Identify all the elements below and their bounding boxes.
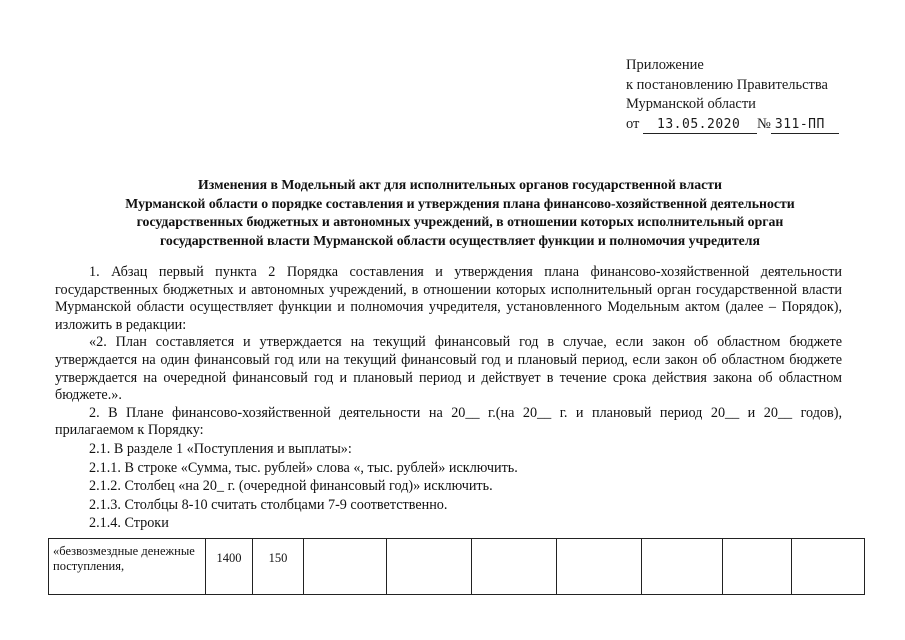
table-cell [387,539,472,595]
title-line-3: государственных бюджетных и автономных учреждений, в отношении которых исполнительный орган [136,214,784,229]
appendix-date-line [626,115,839,135]
table-cell [792,539,865,595]
row-kbk-cell: 150 [253,539,304,595]
item-2-1-2: 2.1.2. Столбец «на 20_ г. (очередной финансовый год)» исключить. [89,478,493,495]
document-body [55,264,842,533]
table-cell [304,539,387,595]
title-line-4: государственной власти Мурманской области осуществляет функции и полномочия учредителя [160,232,760,248]
item-2-1-4: 2.1.4. Строки [89,515,169,532]
item-2-1: 2.1. В разделе 1 «Поступления и выплаты»: [89,440,352,457]
appendix-title: Приложение [626,57,704,73]
table-cell [557,539,642,595]
table-row [49,539,865,595]
paragraph-1: 1. Абзац первый пункта 2 Порядка составления и утверждения плана финансово-хозяйственной деятельности государственных бюджетных и автономных учреждений, в отношении которых исполнительный орган государственной власти Мурманской области осуществляет функции и полномочия учредителя, установленного Модельным актом (далее – Порядок), изложить в редакции: [55,264,842,333]
appendix-region: Мурманской области [626,96,756,112]
appendix-block [626,56,839,134]
document-title [60,176,860,250]
table-cell [723,539,792,595]
from-label: от [626,115,640,132]
row-code-cell: 1400 [206,539,253,595]
appendix-decree-ref: к постановлению Правительства [626,76,828,93]
table-cell [472,539,557,595]
paragraph-3: 2. В Плане финансово-хозяйственной деятельности на 20__ г.(на 20__ г. и плановый период 20__ и 20__ годов), прилагаемом к Порядку: [55,404,842,439]
number-label: № [757,115,771,132]
item-2-1-3: 2.1.3. Столбцы 8-10 считать столбцами 7-9 соответственно. [89,496,448,513]
title-line-2: Мурманской области о порядке составления и утверждения плана финансово-хозяйственной деятельности [125,195,795,211]
decree-date: 13.05.2020 [643,117,757,134]
table-cell [642,539,723,595]
title-line-1: Изменения в Модельный акт для исполнительных органов государственной власти [198,177,722,192]
paragraph-2: «2. План составляется и утверждается на текущий финансовый год в случае, если закон об областном бюджете утверждается на один финансовый год или на текущий финансовый год и плановый период, если закон об областном бюджете утверждается на очередной финансовый год и плановый период и действует в течение срока действия закона об областном бюджете.». [55,334,842,404]
decree-number: 311-ПП [771,117,839,134]
row-name-cell: «безвозмездные денежные поступления, [49,539,206,595]
item-2-1-1: 2.1.1. В строке «Сумма, тыс. рублей» слова «, тыс. рублей» исключить. [89,459,518,476]
rows-table [48,538,865,595]
